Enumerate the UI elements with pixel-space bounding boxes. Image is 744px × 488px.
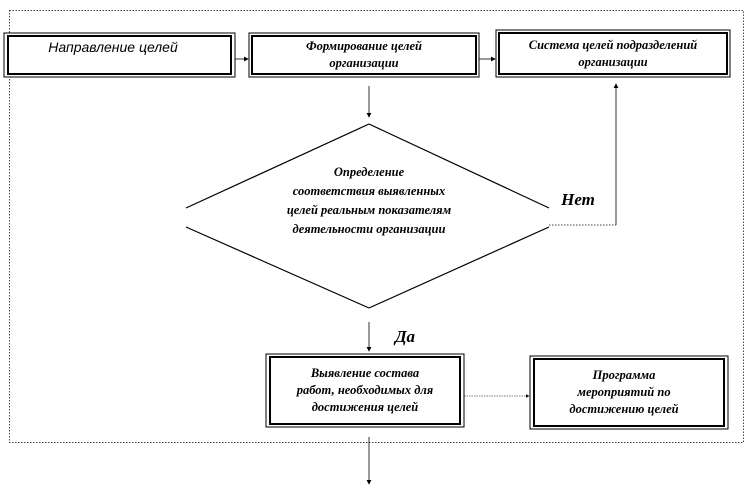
box-system-text <box>499 33 727 74</box>
box-direction-label: Направление целей <box>48 38 178 55</box>
box-system-line1: Система целей подразделений <box>528 37 698 52</box>
box-formation-text <box>252 36 476 74</box>
box-system-line2: организации <box>578 54 648 69</box>
diamond-line1: Определение <box>333 165 405 179</box>
diamond-text <box>236 162 502 240</box>
box-formation-line2: организации <box>329 56 399 70</box>
box-works-line1: Выявление состава <box>310 366 420 380</box>
diamond-line2: соответствия выявленных <box>292 184 446 198</box>
box-program-text <box>534 359 714 426</box>
label-yes <box>385 323 425 349</box>
box-program-line2: мероприятий по <box>577 385 671 399</box>
box-works-line3: достижения целей <box>311 400 419 414</box>
diamond-line4: деятельности организации <box>292 222 446 236</box>
label-no <box>548 186 608 212</box>
box-works-text <box>270 357 460 424</box>
label-yes-text: Да <box>394 326 416 346</box>
box-works-line2: работ, необходимых для <box>296 383 434 397</box>
box-formation-line1: Формирование целей <box>306 39 422 53</box>
box-program-line3: достижению целей <box>569 402 679 416</box>
diamond-line3: целей реальным показателям <box>286 203 452 217</box>
label-no-text: Нет <box>561 189 595 209</box>
box-program-line1: Программа <box>592 368 656 382</box>
box-direction-text <box>8 36 218 58</box>
